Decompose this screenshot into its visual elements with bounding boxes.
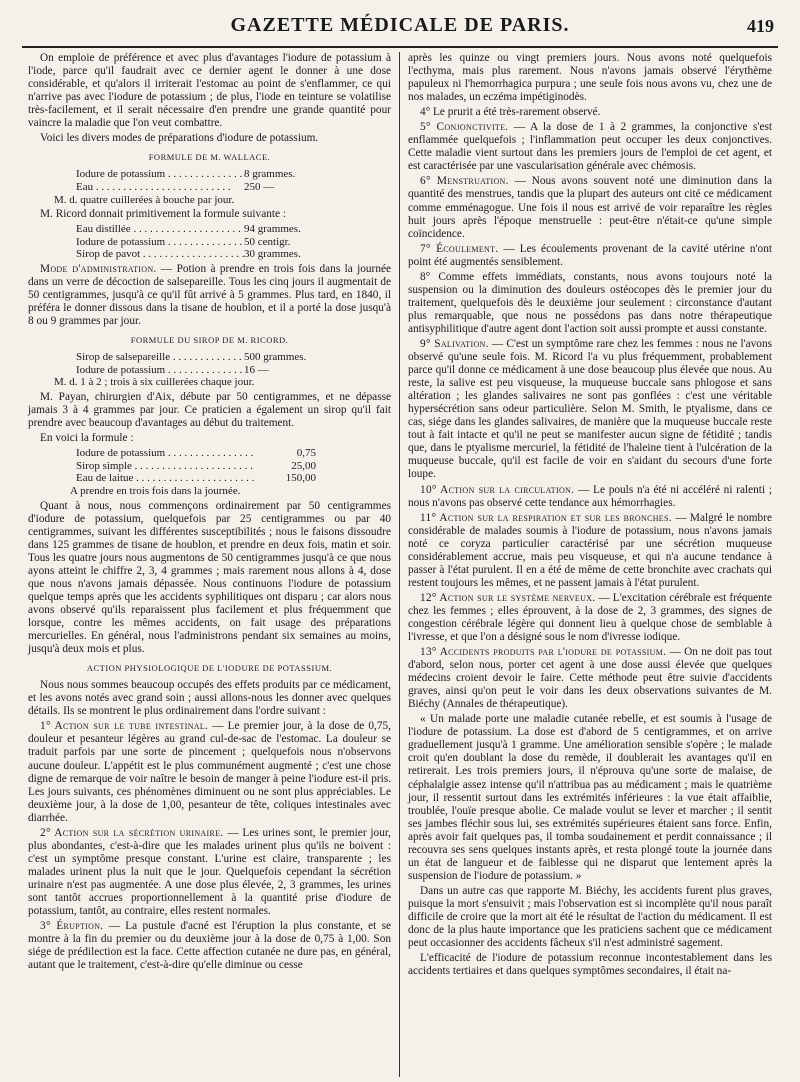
paragraph: 11° Action sur la respiration et sur les bronches. — Malgré le nombre considérable de malades soumis à l'iodure de potassium, nous n'avons jamais noté ce coryza particulier caractérisé par une sécrétion muqueuse considérablement accrue, mais peu visqueuse, et qui n'a aucune tendance à passer à l'état purulent. Il en a été de même de cette bronchite avec crachats qui restent toujours les mêmes, et ne passent jamais à l'état purulent. [408, 511, 772, 589]
formula-row: Iodure de potassium . . . 0,75 [76, 447, 391, 460]
paragraph: 6° Menstruation. — Nous avons souvent noté une diminution dans la quantité des menstrues, tandis que la plupart des auteurs ont cité ce médicament comme emménagogue. Une fois il nous est arrivé de voir reparaître les règles huit jours après l'époque menstruelle : peut-être n'était-ce qu'une simple coïncidence. [408, 175, 772, 240]
formula-row: Sirop de pavot . . . 30 grammes. [76, 248, 391, 261]
formula-row: Iodure de potassium . . . 8 grammes. [76, 168, 391, 181]
formula-row: Sirop simple . . . 25,00 [76, 460, 391, 473]
paragraph: L'efficacité de l'iodure de potassium reconnue incontestablement dans les accidents tertiaires et dans quelques symptômes secondaires, il était na- [408, 952, 772, 978]
paragraph: après les quinze ou vingt premiers jours. Nous avons noté quelquefois l'ecthyma, mais plus rarement. Nous n'avons jamais observé l'érythème papuleux ni l'hemorrhagica purpura ; une seule fois nous avons vu, chez une de nos malades, un eczéma impétiginodès. [408, 52, 772, 104]
formula-row: Eau . . . 250 — [76, 181, 391, 194]
paragraph: 13° Accidents produits par l'iodure de potassium. — On ne doit pas tout d'abord, selon nous, porter cet agent à une dose aussi élevée que quelques médecins croient devoir le faire. Cette méthode peut être suivie d'accidents graves, ainsi qu'on peut le voir dans les deux observations suivantes de M. Biéchy (Annales de thérapeutique). [408, 646, 772, 711]
journal-title: GAZETTE MÉDICALE DE PARIS. [230, 14, 570, 36]
formula-row: Iodure de potassium . . . 16 — [76, 364, 391, 377]
paragraph: On emploie de préférence et avec plus d'avantages l'iodure de potassium à l'iode, parce qu'il faudrait avec ce dernier agent le donner à une dose considérable, et qu'alors il irriterait l'estomac au point de s'enflammer, ce qui n'arrive pas avec l'iodure de potassium ; de plus, l'iode en teinture se volatilise très-facilement, et il serait nécessaire d'en prendre une grande quantité pour vaincre la maladie que l'on veut combattre. [28, 52, 391, 130]
paragraph: 12° Action sur le système nerveux. — L'excitation cérébrale est fréquente chez les femmes ; elles éprouvent, à la dose de 2, 3 grammes, des signes de congestion cérébrale légère qui donnent lieu à quelque chose de semblable à l'ivresse, et que l'on a désigné sous le nom d'ivresse iodique. [408, 591, 772, 644]
right-column [400, 52, 778, 1077]
formula-ricord [76, 223, 391, 261]
formula-row: Iodure de potassium . . . 50 centigr. [76, 236, 391, 249]
formula-note: M. d. 1 à 2 ; trois à six cuillerées chaque jour. [54, 376, 255, 389]
paragraph: 8° Comme effets immédiats, constants, nous avons toujours noté la suspension ou la diminution des douleurs ostéocopes dès le premier jour du traitement, quelquefois dès le deuxième jour seulement : circonstance d'autant plus remarquable, que nous ne possédons pas dans notre thérapeutique antisyphilitique d'autre agent dont l'action soit aussi prompte et aussi constante. [408, 270, 772, 335]
header-rule [22, 46, 778, 48]
paragraph: Voici les divers modes de préparations d'iodure de potassium. [40, 132, 319, 145]
paragraph: Quant à nous, nous commençons ordinairement par 50 centigrammes d'iodure de potassium, quelquefois par 25 centigrammes ou par 40 centigrammes, suivant les différentes susceptibilités ; nous le faisons dissoudre dans 125 grammes de tisane de houblon, et prendre en deux fois, matin et soir. Tous les quatre jours nous augmentons de 50 centigrammes jusqu'à ce que nous ayons atteint le chiffre 2, 3, 4 grammes ; mais rarement nous allons à 4, dose que nous n'avons jamais dépassée. Nous continuons l'iodure de potassium quelque temps après que les accidents syphilitiques ont disparu ; car alors nous avons observé qu'ils reparaissent plus facilement et plus fréquemment que lorsque, contre les mêmes accidents, on fait usage des préparations mercurielles. En général, nous l'administrons pendant six semaines au moins, jusqu'à deux mois et plus. [28, 499, 391, 656]
paragraph: 2° Action sur la sécrétion urinaire. — Les urines sont, le premier jour, plus abondantes, c'est-à-dire que les malades urinent plus qu'ils ne boivent : c'est un symptôme presque constant. L'urine est claire, transparente ; les malades urinent plus la nuit que le jour. Quelquefois cependant la sécrétion urinaire n'est pas augmentée. A une dose plus élevée, 2, 3 grammes, les urines sont tantôt accrues proportionnellement à la quantité prise d'iodure de potassium, tantôt, au contraire, elles restent normales. [28, 826, 391, 918]
paragraph: 9° Salivation. — C'est un symptôme rare chez les femmes : nous ne l'avons observé qu'une seule fois. M. Ricord l'a vu plus fréquemment, probablement parce qu'il donne ce médicament à une dose beaucoup plus élevée que nous. Au reste, la salive est peu visqueuse, la muqueuse buccale sans phlogose et sans altération ; les glandes salivaires ne sont pas gonflées : c'est une véritable hypersécrétion sans odeur particulière. Selon M. Smith, le ptyalisme, dans ce cas, siége dans les glandes salivaires, de manière que la muqueuse buccale reste tout à fait intacte et qu'il ne peut se manifester aucun signe de fétidité ; tandis que, dans le ptyalisme mercuriel, la fétidité de l'haleine tient à l'ulcération de la muqueuse buccale, qu'il est facile de voir en s'aidant du secours d'une forte loupe. [408, 337, 772, 481]
page-header [22, 14, 778, 40]
formula-row: Eau de laitue . . . 150,00 [76, 472, 391, 485]
paragraph: 5° Conjonctivite. — A la dose de 1 à 2 grammes, la conjonctive s'est enflammée quelquefois ; l'inflammation peut occuper les deux conjonctives. Cette maladie vient surtout dans les premiers jours de l'emploi de cet agent, et est caractérisée par une vascularisation générale avec chémosis. [408, 121, 772, 173]
left-column [22, 52, 400, 1077]
paragraph: En voici la formule : [40, 432, 134, 445]
formula-note: A prendre en trois fois dans la journée. [70, 485, 241, 498]
paragraph: M. Payan, chirurgien d'Aix, débute par 50 centigrammes, et ne dépasse jamais 3 à 4 grammes par jour. Ce praticien a également un sirop qu'il fait prendre avec beaucoup d'avantages au début du traitement. [28, 391, 391, 430]
paragraph: M. Ricord donnait primitivement la formule suivante : [40, 208, 286, 221]
formula-sirop [54, 351, 391, 389]
formula-note: M. d. quatre cuillerées à bouche par jour. [54, 193, 235, 206]
formula-row: Eau distillée . . . 94 grammes. [76, 223, 391, 236]
section-heading: FORMULE DE M. WALLACE. [148, 152, 271, 163]
section-heading: ACTION PHYSIOLOGIQUE DE L'IODURE DE POTASSIUM. [86, 663, 333, 674]
paragraph: 3° Éruption. — La pustule d'acné est l'éruption la plus constante, et se montre à la fin du premier ou du deuxième jour à la dose de 0,75 à 1,00. Son siége de prédilection est la face. Cette affection cutanée ne dure pas, en général, autant que le traitement, c'est-à-dire qu'elle diminue ou cesse [28, 920, 391, 972]
paragraph: Mode d'administration. — Potion à prendre en trois fois dans la journée dans un verre de décoction de salsepareille. Tous les cinq jours il augmentait de 50 centigrammes, jusqu'à ce qu'il fût arrivé à 5 grammes. Plus tard, en 1840, il préféra le donner dissous dans la tisane de houblon, et il a porté la dose jusqu'à 8 ou 9 grammes par jour. [28, 262, 391, 328]
paragraph: Dans un autre cas que rapporte M. Biéchy, les accidents furent plus graves, puisque la mort s'ensuivit ; mais l'observation est si incomplète qu'il nous paraît difficile de croire que la mort ait été le résultat de l'action du médicament. Il est donc de la plus haute importance que les praticiens sachent que ce médicament peut occasionner des accidents fâcheux s'il n'est administré sagement. [408, 884, 772, 950]
paragraph: 4° Le prurit a été très-rarement observé. [420, 106, 601, 119]
section-heading: FORMULE DU SIROP DE M. RICORD. [130, 335, 289, 346]
formula-row: Sirop de salsepareille . . . 500 grammes. [76, 351, 391, 364]
two-column-body [22, 52, 778, 1077]
quoted-observation: « Un malade porte une maladie cutanée rebelle, et est soumis à l'usage de l'iodure de potassium. La dose est d'abord de 5 centigrammes, et on arrive graduellement jusqu'à 1 gramme. Une amélioration sensible s'opère ; le malade croit qu'en doublant la dose du remède, il doublerait les avantages qu'il en retirerait. Les trois premiers jours, il n'éprouva qu'une sorte de malaise, de céphalalgie assez intense qu'il n'attribua pas au médicament ; mais le quatrième jour, il ressentit surtout dans les extrémités inférieures : la vue était affaiblie, troublée, l'ouïe presque abolie. Ce malade voulut se lever et marcher ; il sentit ses jambes fléchir sous lui, ses extrémités supérieures étaient sans force. Enfin, après avoir fait quelques pas, il tomba soudainement et perdit connaissance ; il recouvra ses sens quelques instants après, et resta plongé toute la journée dans un état de langueur et de faiblesse qui ne disparut que lentement après la suspension de l'iodure de potassium. » [408, 713, 772, 882]
formula-payan [70, 447, 391, 498]
paragraph: Nous nous sommes beaucoup occupés des effets produits par ce médicament, et les avons notés avec grand soin ; aussi allons-nous les donner avec quelques détails. Ils se montrent le plus ordinairement dans l'ordre suivant : [28, 679, 391, 718]
paragraph: 10° Action sur la circulation. — Le pouls n'a été ni accéléré ni ralenti ; nous n'avons pas observé cette tendance aux hémorrhagies. [408, 483, 772, 509]
page-number: 419 [747, 16, 774, 36]
paragraph: 7° Écoulement. — Les écoulements provenant de la cavité utérine n'ont point été augmentés sensiblement. [408, 242, 772, 268]
paragraph: 1° Action sur le tube intestinal. — Le premier jour, à la dose de 0,75, douleur et pesanteur légères au grand cul-de-sac de l'estomac. La douleur se traduit parfois par une sorte de pincement ; quelquefois nous n'observons aucune douleur. L'appétit est le plus communément augmenté ; c'est une chose digne de remarque de voir naître le besoin de manger à peine l'iodure est-il pris. Les jours suivants, ces phénomènes diminuent ou ne sont plus appréciables. Le deuxième jour, à la dose de 1,00, pesanteur de tête, coliques intestinales avec diarrhée. [28, 720, 391, 824]
formula-wallace [54, 168, 391, 206]
